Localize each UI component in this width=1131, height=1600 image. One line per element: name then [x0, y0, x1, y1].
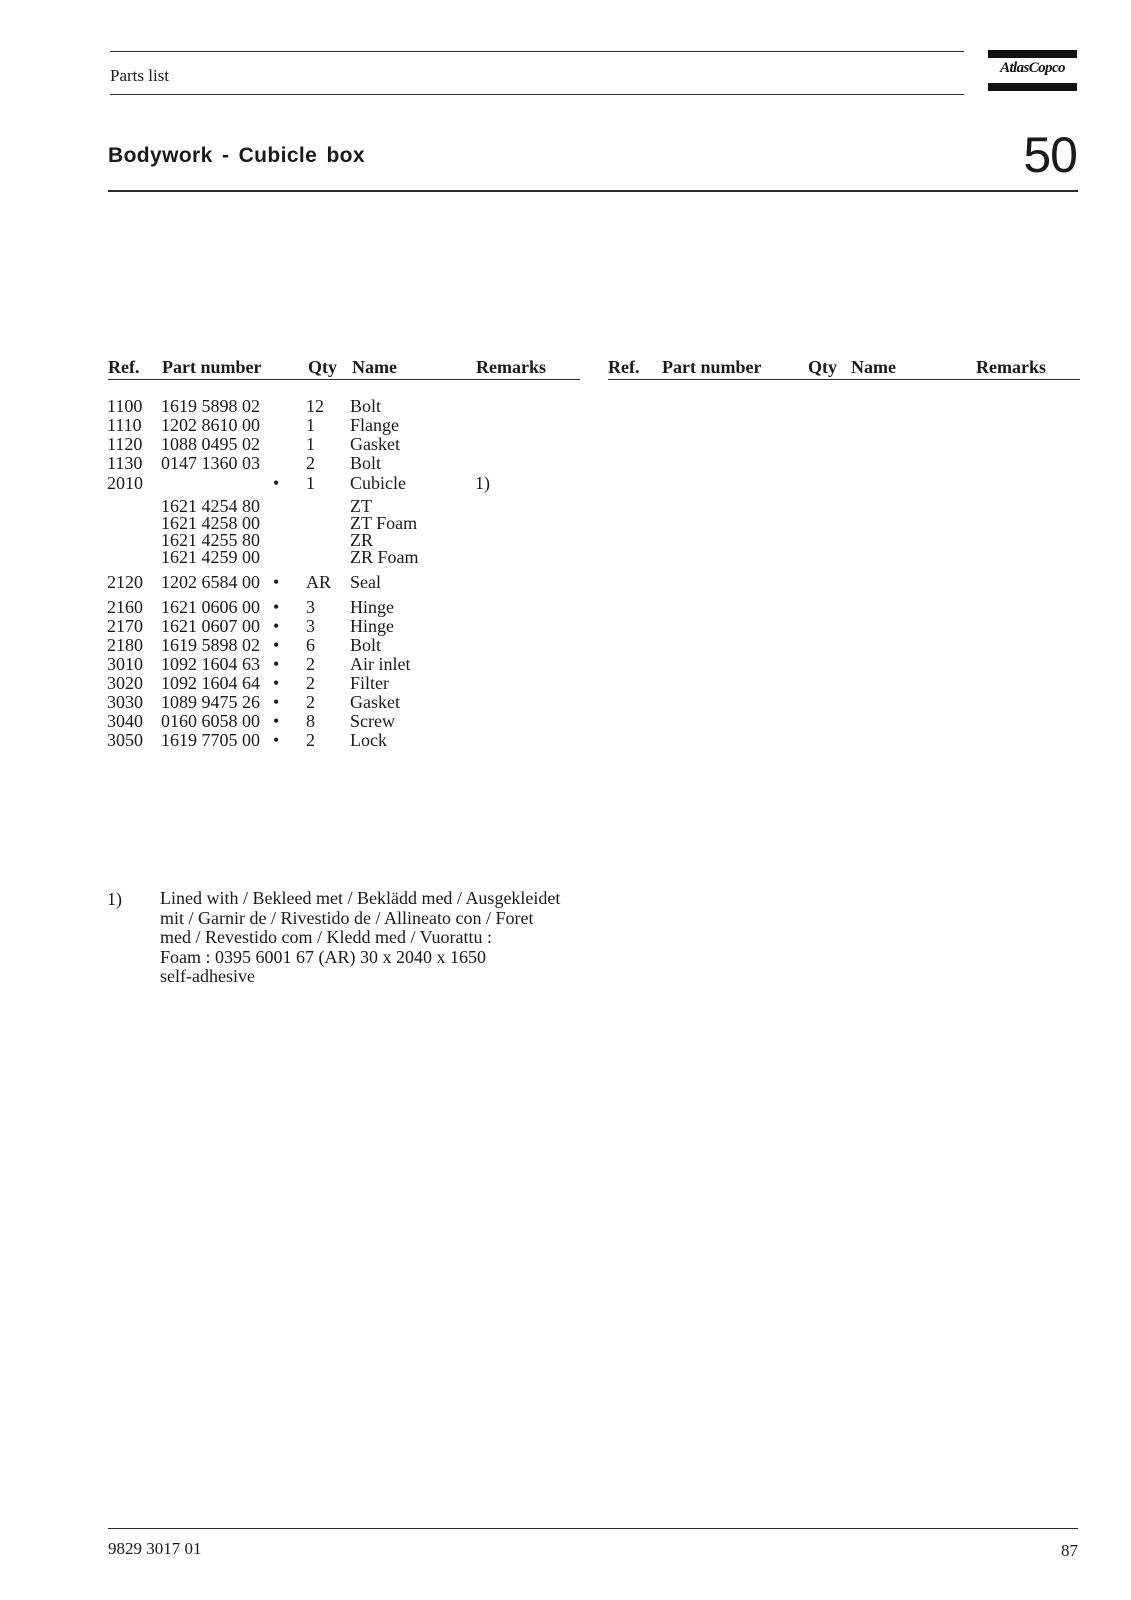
- cell-remarks: 1): [475, 473, 490, 493]
- left-header-rule: [108, 379, 580, 380]
- cell-part-number: 1202 6584 00: [161, 572, 260, 592]
- cell-name: Gasket: [350, 692, 400, 712]
- cell-part-number: 1619 5898 02: [161, 396, 260, 416]
- cell-name: Filter: [350, 673, 389, 693]
- cell-part-number: 1202 8610 00: [161, 415, 260, 435]
- cell-ref: 3030: [107, 692, 143, 712]
- page-number: 87: [1061, 1541, 1078, 1560]
- cell-ref: 2170: [107, 616, 143, 636]
- cell-name: Lock: [350, 730, 387, 750]
- header-label: Parts list: [110, 66, 170, 85]
- cell-ref: 2010: [107, 473, 143, 493]
- logo-bottom-bar: [988, 83, 1077, 91]
- cell-part-number: 1092 1604 63: [161, 654, 260, 674]
- cell-part-number: 1621 0607 00: [161, 616, 260, 636]
- cell-bullet: •: [273, 692, 280, 712]
- cell-part-number: 1621 4254 80: [161, 496, 260, 516]
- footnote-line: med / Revestido com / Kledd med / Vuorattu :: [160, 927, 493, 947]
- cell-part-number: 1619 5898 02: [161, 635, 260, 655]
- col-header-qty-right: Qty: [808, 357, 837, 377]
- cell-ref: 1100: [107, 396, 143, 416]
- col-header-name-right: Name: [851, 357, 896, 377]
- cell-name: Seal: [350, 572, 381, 592]
- cell-name: Hinge: [350, 616, 394, 636]
- col-header-qty: Qty: [308, 357, 337, 377]
- cell-part-number: 1621 0606 00: [161, 597, 260, 617]
- cell-ref: 1120: [107, 434, 143, 454]
- footnote-line: mit / Garnir de / Rivestido de / Allineato con / Foret: [160, 907, 534, 928]
- cell-qty: 2: [306, 673, 315, 693]
- cell-name: ZR: [350, 530, 374, 550]
- cell-ref: 2160: [107, 597, 143, 617]
- cell-qty: 3: [306, 597, 315, 617]
- cell-bullet: •: [273, 616, 280, 636]
- footnote-line: Lined with / Bekleed met / Beklädd med / Ausgekleidet: [160, 888, 561, 908]
- cell-qty: AR: [306, 572, 332, 592]
- cell-qty: 2: [306, 692, 315, 712]
- cell-qty: 2: [306, 730, 315, 750]
- cell-bullet: •: [273, 635, 280, 655]
- cell-bullet: •: [273, 597, 280, 617]
- cell-ref: 1110: [107, 415, 142, 435]
- cell-part-number: 1621 4259 00: [161, 547, 260, 567]
- logo-top-bar: [988, 50, 1077, 58]
- cell-part-number: 1619 7705 00: [161, 730, 260, 750]
- cell-bullet: •: [273, 673, 280, 693]
- cell-ref: 3040: [107, 711, 143, 731]
- cell-bullet: •: [273, 572, 280, 592]
- col-header-ref-right: Ref.: [608, 357, 640, 377]
- col-header-remarks: Remarks: [476, 357, 546, 377]
- col-header-remarks-right: Remarks: [976, 357, 1046, 377]
- cell-name: Screw: [350, 711, 395, 731]
- cell-qty: 12: [306, 396, 324, 416]
- right-header-rule: [608, 379, 1080, 380]
- cell-name: Flange: [350, 415, 399, 435]
- title-rule: [108, 190, 1078, 192]
- cell-ref: 2180: [107, 635, 143, 655]
- cell-ref: 2120: [107, 572, 143, 592]
- cell-qty: 3: [306, 616, 315, 636]
- cell-qty: 1: [306, 415, 315, 435]
- cell-ref: 3010: [107, 654, 143, 674]
- cell-ref: 3050: [107, 730, 143, 750]
- cell-name: Gasket: [350, 434, 400, 454]
- cell-part-number: 1088 0495 02: [161, 434, 260, 454]
- col-header-ref: Ref.: [108, 357, 140, 377]
- footnote-marker: 1): [107, 889, 122, 909]
- cell-part-number: 0147 1360 03: [161, 453, 260, 473]
- cell-qty: 2: [306, 654, 315, 674]
- cell-part-number: 1621 4258 00: [161, 513, 260, 533]
- footer-rule: [108, 1528, 1078, 1529]
- cell-name: Bolt: [350, 396, 382, 416]
- cell-bullet: •: [273, 730, 280, 750]
- cell-name: Bolt: [350, 635, 382, 655]
- cell-name: ZR Foam: [350, 547, 419, 567]
- cell-ref: 1130: [107, 453, 143, 473]
- cell-qty: 6: [306, 635, 315, 655]
- col-header-part-number-right: Part number: [662, 357, 762, 377]
- cell-name: Cubicle: [350, 473, 406, 493]
- cell-name: ZT: [350, 496, 372, 516]
- section-number: 50: [1023, 127, 1077, 183]
- cell-name: Air inlet: [350, 654, 411, 674]
- cell-name: Hinge: [350, 597, 394, 617]
- page-title: Bodywork - Cubicle box: [108, 144, 365, 167]
- cell-bullet: •: [273, 473, 280, 493]
- cell-ref: 3020: [107, 673, 143, 693]
- cell-qty: 2: [306, 453, 315, 473]
- footnote-line: self-adhesive: [160, 966, 255, 986]
- cell-part-number: 1092 1604 64: [161, 673, 260, 693]
- cell-part-number: 1089 9475 26: [161, 692, 260, 712]
- cell-part-number: 0160 6058 00: [161, 711, 260, 731]
- cell-bullet: •: [273, 711, 280, 731]
- col-header-name: Name: [352, 357, 397, 377]
- cell-bullet: •: [273, 654, 280, 674]
- header-top-rule: [110, 51, 964, 52]
- cell-name: ZT Foam: [350, 513, 418, 533]
- document-number: 9829 3017 01: [108, 1539, 202, 1558]
- atlas-copco-logo: [988, 48, 1077, 92]
- cell-qty: 8: [306, 711, 315, 731]
- cell-qty: 1: [306, 473, 315, 493]
- footnote-line: Foam : 0395 6001 67 (AR) 30 x 2040 x 1650: [160, 946, 486, 967]
- cell-name: Bolt: [350, 453, 382, 473]
- logo-wordmark: AtlasCopco: [1000, 60, 1065, 76]
- col-header-part-number: Part number: [162, 357, 262, 377]
- cell-qty: 1: [306, 434, 315, 454]
- footnote-text: [160, 889, 580, 987]
- cell-part-number: 1621 4255 80: [161, 530, 260, 550]
- header-bottom-rule: [110, 94, 964, 95]
